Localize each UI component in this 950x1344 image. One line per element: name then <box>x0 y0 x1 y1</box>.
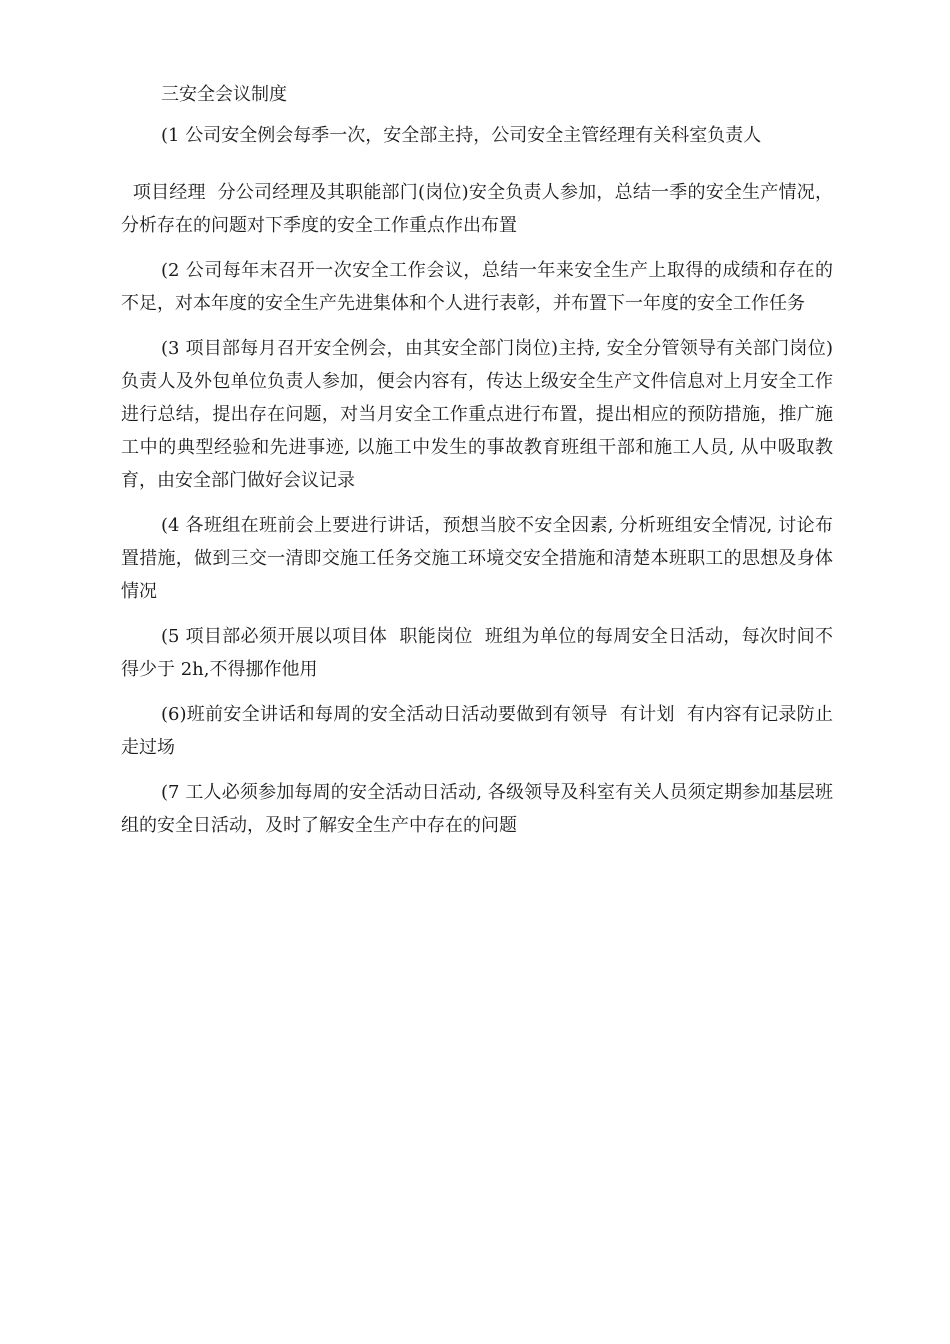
paragraph-4: (4 各班组在班前会上要进行讲话，预想当胶不安全因素, 分析班组安全情况, 讨论布置措施，做到三交一清即交施工任务交施工环境交安全措施和清楚本班职工的思想及身体情况 <box>121 515 833 602</box>
paragraph-6: (6)班前安全讲话和每周的安全活动日活动要做到有领导 有计划 有内容有记录防止走过场 <box>121 704 833 758</box>
paragraph-7: (7 工人必须参加每周的安全活动日活动, 各级领导及科室有关人员须定期参加基层班组的安全日活动，及时了解安全生产中存在的问题 <box>121 782 833 836</box>
section-heading: 三安全会议制度 <box>161 84 287 105</box>
paragraph-3: (3 项目部每月召开安全例会，由其安全部门岗位)主持, 安全分管领导有关部门岗位)负责人及外包单位负责人参加，便会内容有，传达上级安全生产文件信息对上月安全工作进行总结，提出存在问题，对当月安全工作重点进行布置，提出相应的预防措施，推广施工中的典型经验和先进事迹, 以施工中发生的事故教育班组干部和施工人员, 从中吸取教育，由安全部门做好会议记录 <box>121 338 833 491</box>
paragraph-2: (2 公司每年末召开一次安全工作会议，总结一年来安全生产上取得的成绩和存在的不足，对本年度的安全生产先进集体和个人进行表彰，并布置下一年度的安全工作任务 <box>121 260 833 314</box>
paragraph-5: (5 项目部必须开展以项目体 职能岗位 班组为单位的每周安全日活动，每次时间不得少于 2h,不得挪作他用 <box>121 626 833 680</box>
paragraph-1-continued: 项目经理 分公司经理及其职能部门(岗位)安全负责人参加，总结一季的安全生产情况，分析存在的问题对下季度的安全工作重点作出布置 <box>121 182 833 236</box>
paragraph-1: (1 公司安全例会每季一次，安全部主持，公司安全主管经理有关科室负责人 <box>161 125 762 146</box>
document-page <box>121 78 833 842</box>
